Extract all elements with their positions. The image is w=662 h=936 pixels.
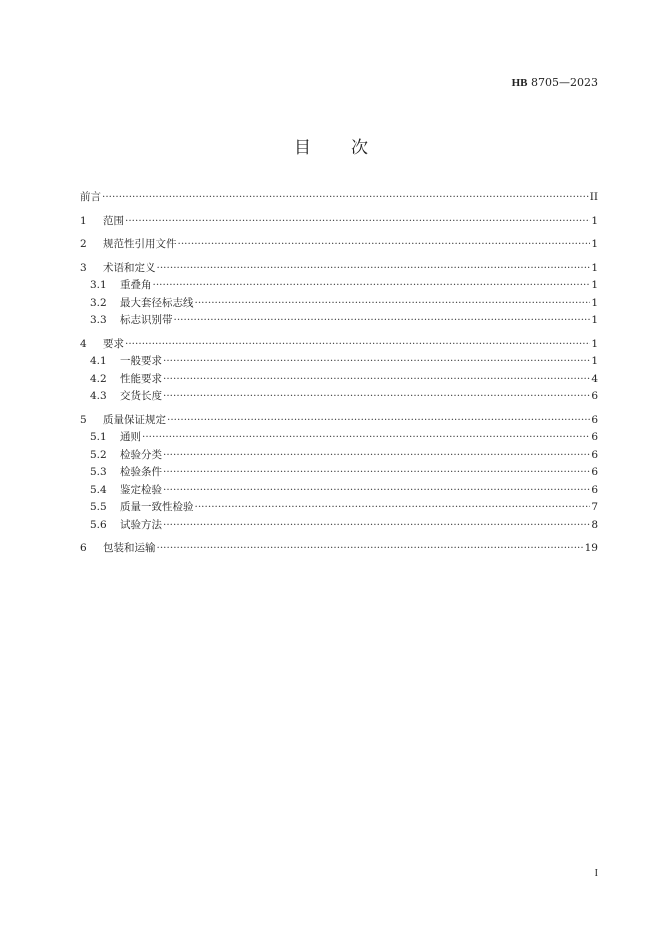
- toc-entry[interactable]: [80, 312, 598, 330]
- toc-entry-page: 1: [591, 279, 598, 291]
- toc-entry[interactable]: [80, 517, 598, 535]
- dot-leader: [163, 447, 590, 465]
- toc-entry[interactable]: [80, 213, 598, 231]
- standard-prefix: HB: [511, 77, 528, 89]
- toc-entry-number: 6: [80, 542, 87, 554]
- toc-entry-number: 5.1: [90, 431, 107, 443]
- toc-entry-page: 1: [591, 296, 598, 309]
- toc-entry-number: 4.2: [90, 372, 107, 385]
- toc-entry-label: 重叠角: [120, 279, 152, 291]
- toc-entry-number: 4.1: [90, 355, 107, 367]
- toc-entry[interactable]: [80, 499, 598, 517]
- toc-entry-number: 5.2: [90, 448, 107, 461]
- toc-entry-number: 3: [80, 261, 87, 274]
- toc-entry-label: 检验分类: [120, 448, 162, 461]
- toc-entry-label: 质量一致性检验: [120, 501, 194, 513]
- toc-entry[interactable]: [80, 371, 598, 389]
- toc-entry-number: 3.2: [90, 296, 107, 309]
- toc-entry-label: 一般要求: [120, 355, 162, 367]
- toc-entry-label: 交货长度: [120, 390, 162, 402]
- toc-entry-page: 4: [591, 372, 598, 385]
- dot-leader: [163, 353, 590, 371]
- toc-entry[interactable]: [80, 540, 598, 558]
- toc-entry-page: 8: [591, 518, 598, 531]
- toc-entry[interactable]: [80, 189, 598, 207]
- dot-leader: [102, 189, 589, 207]
- toc-entry-label: 性能要求: [120, 372, 162, 385]
- toc-entry-label: 检验条件: [120, 466, 162, 478]
- dot-leader: [163, 464, 590, 482]
- toc-entry[interactable]: [80, 412, 598, 430]
- page-number: I: [594, 868, 598, 879]
- dot-leader: [125, 336, 590, 354]
- toc-entry-page: 6: [591, 431, 598, 443]
- toc-entry-page: 1: [591, 238, 598, 250]
- toc-entry-number: 4.3: [90, 390, 107, 402]
- toc-entry-label: 术语和定义: [103, 261, 156, 274]
- toc-entry-number: 2: [80, 238, 87, 250]
- toc-entry[interactable]: [80, 295, 598, 313]
- toc-entry-page: 6: [591, 448, 598, 461]
- toc-entry-number: 3.1: [90, 279, 107, 291]
- standard-number: 8705—2023: [531, 76, 598, 89]
- dot-leader: [195, 295, 591, 313]
- dot-leader: [174, 312, 591, 330]
- toc-entry-page: 6: [591, 466, 598, 478]
- dot-leader: [195, 499, 591, 517]
- dot-leader: [163, 388, 590, 406]
- dot-leader: [167, 412, 590, 430]
- toc-entry-number: 1: [80, 214, 87, 227]
- toc-entry-number: 3.3: [90, 314, 107, 326]
- toc-entry-label: 前言: [80, 191, 101, 203]
- toc-entry[interactable]: [80, 464, 598, 482]
- toc-entry-page: 1: [591, 337, 598, 350]
- toc-entry-label: 试验方法: [120, 518, 162, 531]
- toc-entry[interactable]: [80, 353, 598, 371]
- toc-entry-label: 通则: [120, 431, 141, 443]
- toc-entry-number: 5.4: [90, 483, 107, 496]
- toc-entry-label: 最大套径标志线: [120, 296, 194, 309]
- toc-entry-label: 标志识别带: [120, 314, 173, 326]
- toc-entry-number: 5.6: [90, 518, 107, 531]
- dot-leader: [163, 517, 590, 535]
- toc-entry-page: 1: [591, 314, 598, 326]
- toc-entry[interactable]: [80, 277, 598, 295]
- toc-entry[interactable]: [80, 236, 598, 254]
- toc-entry-label: 规范性引用文件: [103, 238, 177, 250]
- toc-entry[interactable]: [80, 260, 598, 278]
- toc-entry-page: 6: [591, 413, 598, 426]
- toc-entry-page: 6: [591, 483, 598, 496]
- dot-leader: [178, 236, 591, 254]
- toc-entry-number: 4: [80, 337, 87, 350]
- dot-leader: [153, 277, 591, 295]
- toc-entry-number: 5: [80, 413, 87, 426]
- table-of-contents: [80, 189, 598, 558]
- toc-entry-page: 19: [584, 542, 598, 554]
- toc-entry-label: 包装和运输: [103, 542, 156, 554]
- dot-leader: [125, 213, 590, 231]
- dot-leader: [142, 429, 590, 447]
- toc-entry-number: 5.3: [90, 466, 107, 478]
- toc-entry-label: 范围: [103, 214, 124, 227]
- toc-entry-page: 7: [591, 501, 598, 513]
- dot-leader: [163, 482, 590, 500]
- page-title: 目次: [294, 138, 408, 158]
- toc-entry-page: 6: [591, 390, 598, 402]
- toc-entry[interactable]: [80, 482, 598, 500]
- toc-entry[interactable]: [80, 429, 598, 447]
- toc-entry-page: 1: [591, 214, 598, 227]
- toc-entry-number: 5.5: [90, 501, 107, 513]
- toc-entry-page: 1: [591, 355, 598, 367]
- toc-entry[interactable]: [80, 447, 598, 465]
- toc-entry-label: 要求: [103, 337, 124, 350]
- dot-leader: [157, 540, 584, 558]
- toc-entry-page: II: [589, 191, 598, 203]
- dot-leader: [157, 260, 591, 278]
- toc-entry-label: 鉴定检验: [120, 483, 162, 496]
- toc-entry[interactable]: [80, 388, 598, 406]
- toc-entry-page: 1: [591, 261, 598, 274]
- toc-entry[interactable]: [80, 336, 598, 354]
- dot-leader: [163, 371, 590, 389]
- toc-entry-label: 质量保证规定: [103, 413, 166, 426]
- document-code: [512, 76, 598, 89]
